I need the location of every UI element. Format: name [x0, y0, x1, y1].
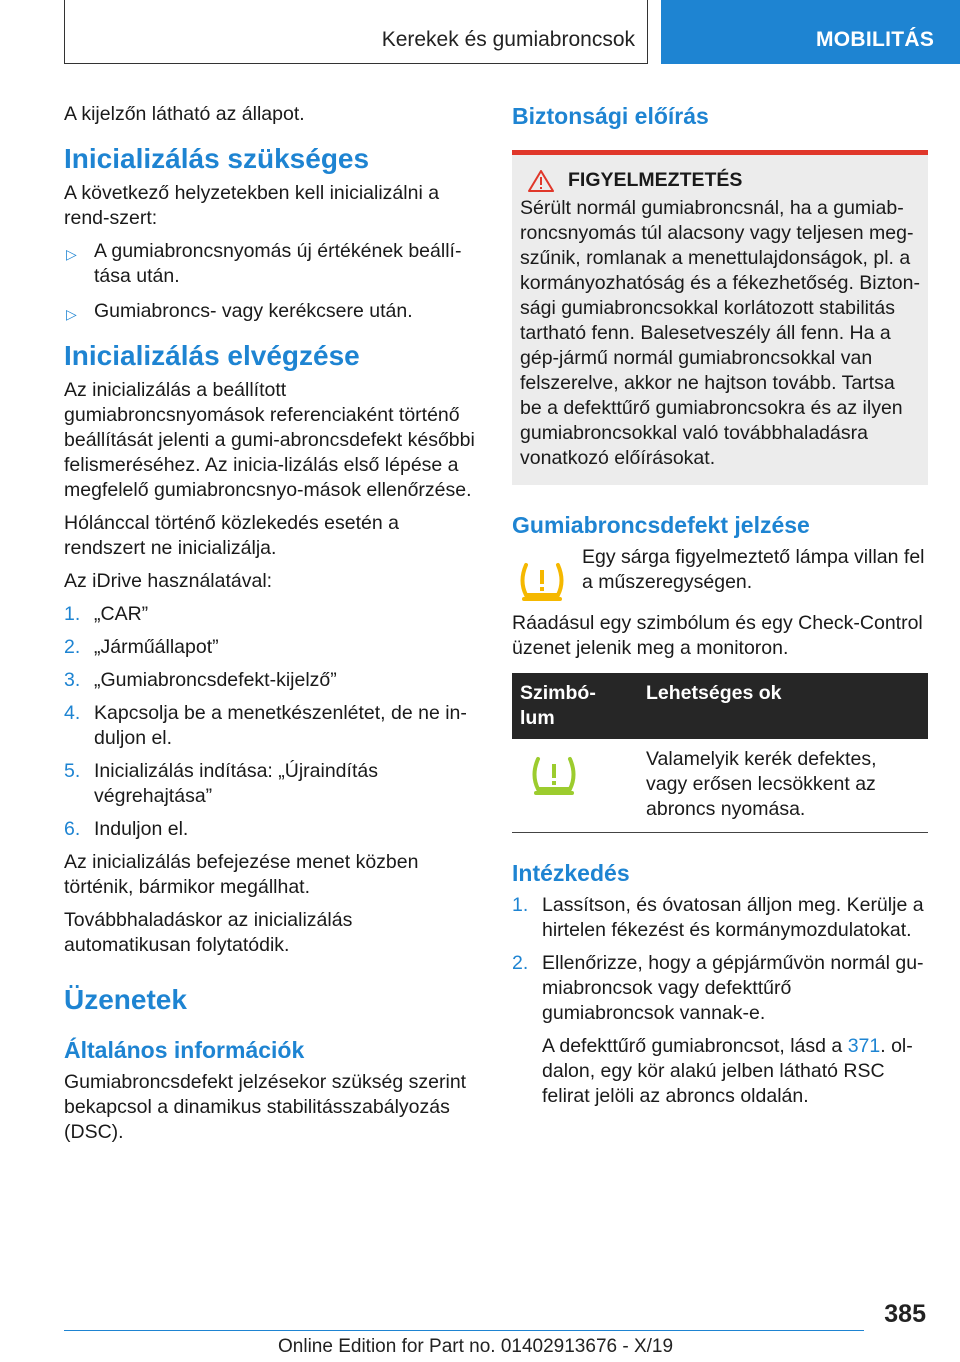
after-text-1: Az inicializálás befejezése menet közben történik, bármikor megállhat.	[64, 851, 419, 898]
heading-general: Általános információk	[64, 1037, 305, 1063]
heading-messages: Üzenetek	[64, 984, 187, 1015]
warning-title: FIGYELMEZTETÉS	[568, 169, 743, 191]
init-needed-text: A következő helyzetekben kell inicializálni a rend-szert:	[64, 182, 440, 229]
section-tab-label: MOBILITÁS	[816, 28, 935, 51]
tire-pressure-warning-lamp-icon	[516, 561, 568, 601]
triangle-bullet-icon: ▷	[66, 246, 77, 262]
init-do-text-2: Hólánccal történő közlekedés esetén a rendszert ne inicializálja.	[64, 512, 399, 559]
table-cell-cause: Valamelyik kerék defektes, vagy erősen lecsökkent az abroncs nyomása.	[638, 739, 928, 833]
list-item: 6. Induljon el.	[64, 818, 189, 840]
lamp-row	[512, 545, 928, 601]
list-item: ▷ Gumiabroncs- vagy kerékcsere után.	[64, 299, 480, 324]
heading-init-do: Inicializálás elvégzése	[64, 340, 360, 371]
symbol-table	[512, 673, 928, 833]
list-item: 3. „Gumiabroncsdefekt-kijelző”	[64, 669, 337, 691]
warning-text: Sérült normál gumiabroncsnál, ha a gumiab-roncsnyomás túl alacsony vagy teljesen meg-szűnik, romlanak a menettulajdonságok, pl. a kormányozhatóság és a fékezhetőség. Bizton-sági gumiabroncsokkal korlátozott stabilitás tartható fenn. Balesetveszély áll fenn. Ha a gép-jármű normál gumiabroncsokkal van felszerelve, akkor ne hajtson tovább. Tartsa be a defekttűrő gumiabroncsokra és az ilyen gumiabroncsokkal való továbbhaladásra vonatkozó előírásokat.	[520, 197, 920, 469]
reference-text: A defekttűrő gumiabroncsot, lásd a 371. ol-dalon, egy kör alakú jelben látható RSC felirat jelöli az abroncs oldalán.	[542, 1035, 913, 1107]
page-number: 385	[884, 1300, 926, 1328]
init-do-text-1: Az inicializálás a beállított gumiabroncsnyomások referenciaként történő beállítását jelenti a gumi-abroncsdefekt későbbi felismeréséhez. Az inicia-lizálás első lépése a megfelelő gumiabroncsnyo-mások ellenőrzése.	[64, 379, 475, 501]
warning-box	[512, 150, 928, 485]
table-header-row	[512, 673, 928, 739]
table-header-symbol: Szimbó-lum	[512, 673, 638, 739]
triangle-bullet-icon: ▷	[66, 306, 77, 322]
lamp-text: Egy sárga figyelmeztető lámpa villan fel a műszeregységen.	[582, 546, 925, 593]
page-reference-link[interactable]: 371	[847, 1035, 881, 1057]
flat-extra-text: Ráadásul egy szimbólum és egy Check-Control üzenet jelenik meg a monitoron.	[512, 612, 923, 659]
heading-measures: Intézkedés	[512, 860, 630, 886]
general-text: Gumiabroncsdefekt jelzésekor szükség szerint bekapcsol a dinamikus stabilitásszabályozás (DSC).	[64, 1071, 467, 1143]
warning-header	[520, 169, 920, 192]
table-cell-symbol	[512, 739, 638, 833]
list-item: 1. „CAR”	[64, 603, 149, 625]
header-chapter-box	[64, 0, 648, 64]
intro-text: A kijelzőn látható az állapot.	[64, 103, 305, 125]
list-item: 2. Ellenőrizze, hogy a gépjárművön normál gu-miabroncsok vagy defekttűrő gumiabroncsok vannak-e. A defekttűrő gumiabroncsot, lásd a 371. ol-dalon, egy kör alakú jelben látható RSC felirat jelöli az abroncs oldalán.	[512, 951, 928, 1109]
table-row	[512, 739, 928, 833]
list-item: 2. „Járműállapot”	[64, 636, 219, 658]
right-column	[512, 102, 928, 1117]
list-item: ▷ A gumiabroncsnyomás új értékének beállí-tása után.	[66, 240, 462, 287]
tire-pressure-symbol-icon	[526, 755, 582, 795]
after-text-2: Továbbhaladáskor az inicializálás automatikusan folytatódik.	[64, 909, 353, 956]
warning-triangle-icon	[528, 170, 554, 192]
list-item: 5. Inicializálás indítása: „Újraindítás végrehajtása”	[64, 760, 378, 807]
footer-edition: Online Edition for Part no. 01402913676 - X/19	[278, 1336, 674, 1357]
init-do-text-3: Az iDrive használatával:	[64, 570, 273, 592]
table-header-cause: Lehetséges ok	[638, 673, 928, 739]
list-item: 1. Lassítson, és óvatosan álljon meg. Kerülje a hirtelen fékezést és kormánymozdulatokat.	[512, 894, 924, 941]
heading-init-needed: Inicializálás szükséges	[64, 143, 370, 174]
heading-flat-tire: Gumiabroncsdefekt jelzése	[512, 512, 810, 538]
measures-list	[512, 893, 928, 1109]
init-needed-list	[64, 239, 480, 324]
section-tab[interactable]	[661, 0, 960, 64]
footer-divider	[64, 1330, 864, 1331]
idrive-steps	[64, 602, 480, 842]
left-column	[64, 102, 480, 1153]
list-item: 4. Kapcsolja be a menetkészenlétet, de ne in-duljon el.	[64, 702, 467, 749]
heading-safety: Biztonsági előírás	[512, 103, 709, 129]
chapter-title: Kerekek és gumiabroncsok	[381, 28, 635, 51]
